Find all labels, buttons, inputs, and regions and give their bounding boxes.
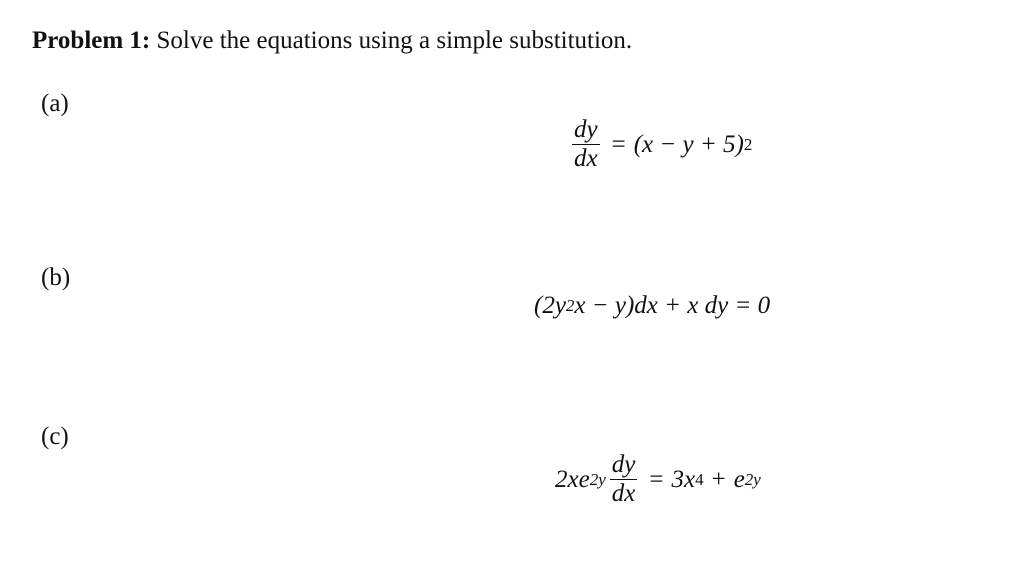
equation-c-coefficient: 2xe bbox=[555, 465, 590, 493]
equation-c-numerator: dy bbox=[611, 451, 636, 478]
part-a-label: (a) bbox=[41, 90, 69, 117]
part-c-label: (c) bbox=[41, 423, 69, 450]
problem-heading bbox=[32, 24, 632, 58]
equals-sign: = bbox=[649, 465, 664, 493]
equation-c-fraction bbox=[610, 451, 638, 508]
equation-a-rhs: (x − y + 5) bbox=[633, 130, 744, 158]
part-b-label: (b) bbox=[41, 264, 71, 291]
equation-a-fraction bbox=[572, 116, 600, 173]
problem-label: Problem 1: bbox=[32, 27, 151, 54]
equation-b-start: (2y bbox=[534, 292, 566, 319]
equals-sign: = bbox=[611, 130, 626, 158]
equation-c-denominator: dx bbox=[611, 480, 636, 508]
equation-a-denominator: dx bbox=[574, 145, 598, 173]
equation-c-term2: e bbox=[733, 465, 745, 493]
equation-c-term1: 3x bbox=[671, 465, 696, 493]
equation-a-numerator: dy bbox=[574, 116, 598, 143]
plus-sign: + bbox=[711, 465, 726, 493]
problem-instruction: Solve the equations using a simple substitution. bbox=[156, 27, 633, 54]
equation-b: (2y 2 x − y)dx + x dy = 0 bbox=[534, 292, 771, 319]
equation-a: $\frac{dy}{dx}$ = (x − y + 5) 2 bbox=[574, 116, 753, 173]
equation-c: 2xe 2y $\frac{dy}{dx}$ = 3x 4 + e 2y bbox=[555, 451, 761, 508]
equation-b-rest: x − y)dx + x dy = 0 bbox=[574, 292, 771, 319]
